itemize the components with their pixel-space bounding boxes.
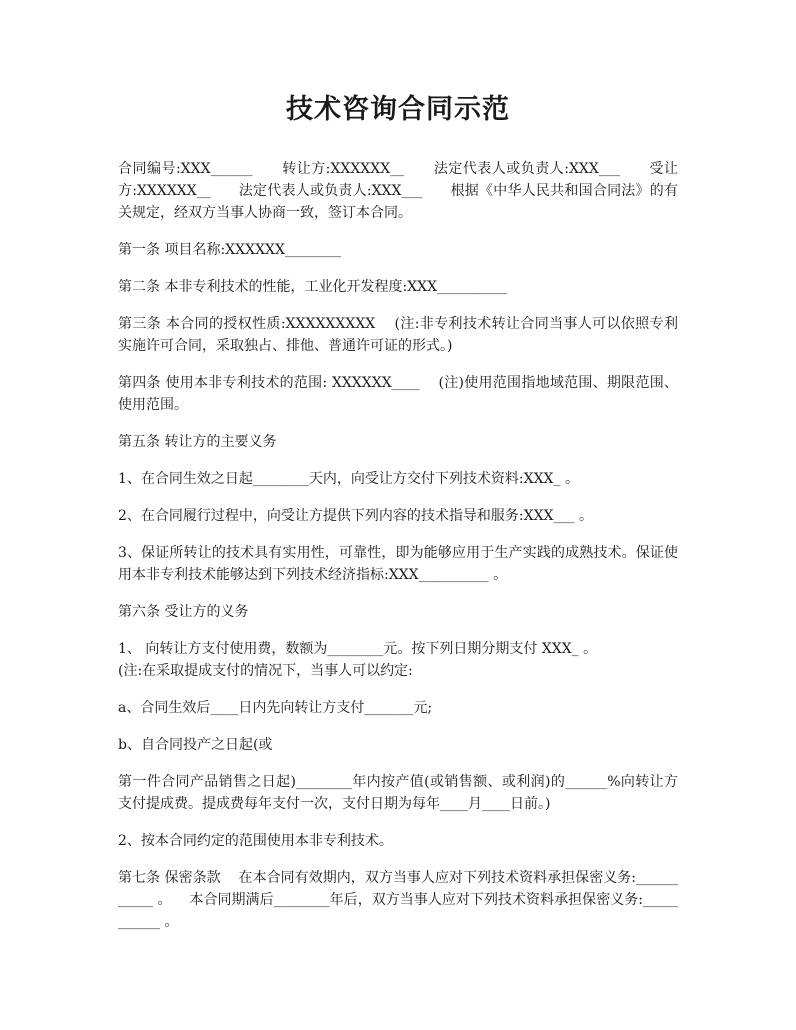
article-6-item-a: a、合同生效后____日内先向转让方支付_______元;: [118, 700, 433, 716]
article-5-item-2: 2、在合同履行过程中，向受让方提供下列内容的技术指导和服务:XXX___ 。: [118, 508, 593, 524]
article-7-paragraph: 第七条 保密条款 在本合同有效期内，双方当事人应对下列技术资料承担保密义务:___________ 。 本合同期满后________年后，双方当事人应对下列技术资料承担保密义务:___________ 。: [118, 870, 678, 930]
article-5-heading: 第五条 转让方的主要义务: [118, 434, 277, 450]
article-5-item-1: 1、在合同生效之日起________天内，向受让方交付下列技术资料:XXX_ 。: [118, 471, 579, 487]
article-6-item-1: 1、 向转让方支付使用费，数额为________元。按下列日期分期支付 XXX_ 。 (注:在采取提成支付的情况下，当事人可以约定:: [118, 641, 598, 679]
article-4-paragraph: 第四条 使用本非专利技术的范围: XXXXXX____ (注)使用范围指地域范围、期限范围、使用范围。: [118, 375, 678, 413]
article-3-paragraph: 第三条 本合同的授权性质:XXXXXXXXX (注:非专利技术转让合同当事人可以依照专利实施许可合同，采取独占、排他、普通许可证的形式。): [118, 316, 678, 354]
article-2-paragraph: 第二条 本非专利技术的性能，工业化开发程度:XXX__________: [118, 279, 508, 295]
article-6-heading: 第六条 受让方的义务: [118, 604, 249, 620]
contract-header-paragraph: 合同编号:XXX______ 转让方:XXXXXX__ 法定代表人或负责人:XXX___ 受让方:XXXXXX__ 法定代表人或负责人:XXX___ 根据《中华人民共和国合同法》的有关规定，经双方当事人协商一致，签订本合同。: [118, 161, 678, 221]
article-6-item-2: 2、按本合同约定的范围使用本非专利技术。: [118, 833, 393, 849]
document-title: 技术咨询合同示范: [286, 94, 510, 125]
article-6-royalty-paragraph: 第一件合同产品销售之日起)________年内按产值(或销售额、或利润)的______%向转让方支付提成费。提成费每年支付一次，支付日期为每年____月____日前。): [118, 774, 678, 812]
document-page: [118, 88, 678, 948]
article-1-paragraph: 第一条 项目名称:XXXXXX________: [118, 242, 341, 258]
article-5-item-3: 3、保证所转让的技术具有实用性，可靠性，即为能够应用于生产实践的成熟技术。保证使用本非专利技术能够达到下列技术经济指标:XXX__________ 。: [118, 545, 678, 583]
article-6-item-b: b、自合同投产之日起(或: [118, 737, 273, 753]
